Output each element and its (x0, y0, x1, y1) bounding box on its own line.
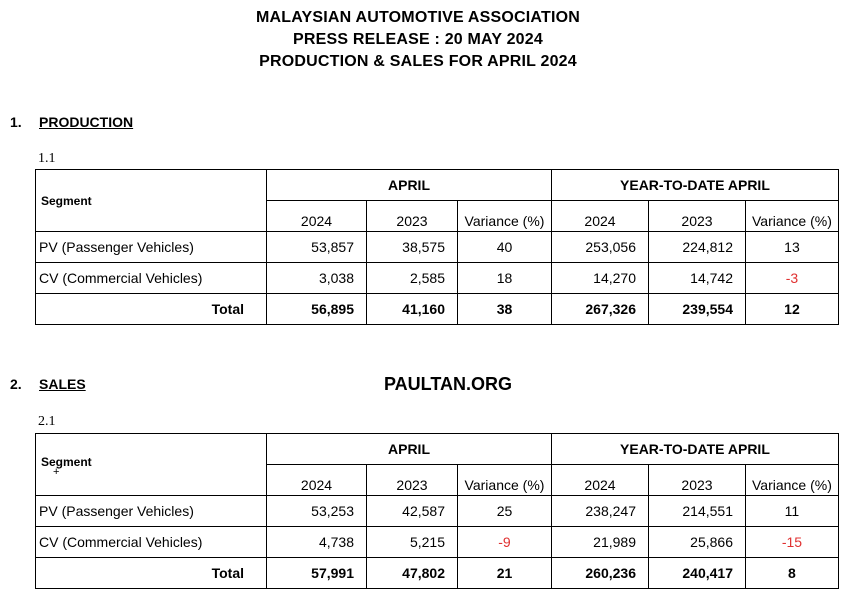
total-variance-cell: 8 (746, 558, 839, 589)
value-cell: 253,056 (552, 232, 649, 263)
value-cell: 214,551 (649, 496, 746, 527)
variance-cell: -15 (746, 527, 839, 558)
value-cell: 4,738 (267, 527, 367, 558)
sales-table (35, 433, 839, 589)
watermark: PAULTAN.ORG (384, 374, 512, 394)
segment-header: Segment (36, 170, 267, 232)
total-variance-cell: 12 (746, 294, 839, 325)
total-cell: 41,160 (367, 294, 458, 325)
table-row (36, 496, 839, 527)
table-row (36, 527, 839, 558)
group-header-ytd: YEAR-TO-DATE APRIL (552, 434, 839, 465)
value-cell: 25,866 (649, 527, 746, 558)
variance-cell: -3 (746, 263, 839, 294)
col-header: 2023 (367, 201, 458, 232)
value-cell: 5,215 (367, 527, 458, 558)
value-cell: 238,247 (552, 496, 649, 527)
report-title: PRODUCTION & SALES FOR APRIL 2024 (259, 53, 577, 70)
section-number: 2. (10, 376, 22, 392)
total-cell: 56,895 (267, 294, 367, 325)
value-cell: 2,585 (367, 263, 458, 294)
group-header-april: APRIL (267, 434, 552, 465)
value-cell: 53,857 (267, 232, 367, 263)
total-cell: 47,802 (367, 558, 458, 589)
col-header: 2023 (649, 201, 746, 232)
variance-cell: 25 (458, 496, 552, 527)
section-number: 1. (10, 114, 22, 130)
segment-cell: CV (Commercial Vehicles) (36, 263, 267, 294)
value-cell: 21,989 (552, 527, 649, 558)
col-header: Variance (%) (746, 201, 839, 232)
total-cell: 57,991 (267, 558, 367, 589)
total-variance-cell: 21 (458, 558, 552, 589)
variance-cell: 11 (746, 496, 839, 527)
total-cell: 260,236 (552, 558, 649, 589)
section-production-heading (10, 114, 133, 130)
total-label: Total (36, 294, 267, 325)
segment-header: Segment + (36, 434, 267, 496)
value-cell: 224,812 (649, 232, 746, 263)
col-header: Variance (%) (746, 465, 839, 496)
value-cell: 14,742 (649, 263, 746, 294)
total-label: Total (36, 558, 267, 589)
segment-cell: PV (Passenger Vehicles) (36, 496, 267, 527)
value-cell: 38,575 (367, 232, 458, 263)
press-release-date: PRESS RELEASE : 20 MAY 2024 (293, 31, 543, 48)
variance-cell: 13 (746, 232, 839, 263)
segment-cell: CV (Commercial Vehicles) (36, 527, 267, 558)
value-cell: 3,038 (267, 263, 367, 294)
value-cell: 42,587 (367, 496, 458, 527)
subsection-label: 2.1 (38, 414, 56, 429)
col-header: Variance (%) (458, 201, 552, 232)
value-cell: 53,253 (267, 496, 367, 527)
total-variance-cell: 38 (458, 294, 552, 325)
col-header: 2024 (267, 465, 367, 496)
segment-cell: PV (Passenger Vehicles) (36, 232, 267, 263)
table-row (36, 232, 839, 263)
subsection-label: 1.1 (38, 151, 56, 166)
cursor-crosshair-icon: + (53, 465, 60, 478)
col-header: Variance (%) (458, 465, 552, 496)
col-header: 2024 (552, 201, 649, 232)
total-cell: 240,417 (649, 558, 746, 589)
col-header: 2023 (367, 465, 458, 496)
section-title: PRODUCTION (39, 114, 134, 130)
variance-cell: 40 (458, 232, 552, 263)
total-cell: 239,554 (649, 294, 746, 325)
section-title: SALES (39, 376, 86, 392)
press-release-header (0, 7, 836, 73)
col-header: 2024 (552, 465, 649, 496)
production-table (35, 169, 839, 325)
group-header-ytd: YEAR-TO-DATE APRIL (552, 170, 839, 201)
value-cell: 14,270 (552, 263, 649, 294)
group-header-april: APRIL (267, 170, 552, 201)
variance-cell: 18 (458, 263, 552, 294)
association-title: MALAYSIAN AUTOMOTIVE ASSOCIATION (255, 9, 581, 26)
col-header: 2023 (649, 465, 746, 496)
total-row (36, 294, 839, 325)
variance-cell: -9 (458, 527, 552, 558)
total-cell: 267,326 (552, 294, 649, 325)
total-row (36, 558, 839, 589)
section-sales-heading (10, 376, 86, 392)
col-header: 2024 (267, 201, 367, 232)
table-row (36, 263, 839, 294)
